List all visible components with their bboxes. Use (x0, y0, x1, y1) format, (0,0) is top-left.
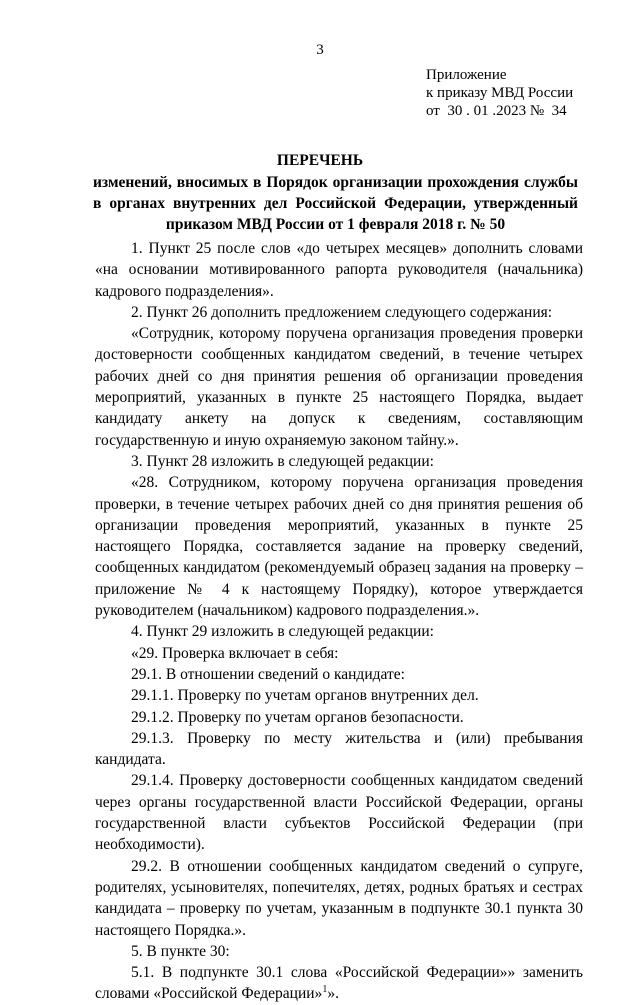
paragraph: 2. Пункт 26 дополнить предложением следующего содержания: (131, 303, 553, 321)
document-subtitle: изменений, вносимых в Порядок организации прохождения службы в органах внутренних дел Российской Федерации, утвержденный приказом МВД России от 1 февраля 2018 г. № 50 (93, 174, 578, 233)
paragraph: 3. Пункт 28 изложить в следующей редакции: (131, 452, 434, 470)
last-paragraph-text: 5.1. В подпункте 30.1 слова «Российской Федерации»» заменить словами «Российской Федерации» (95, 964, 583, 1003)
paragraph: 29.2. В отношении сообщенных кандидатом сведений о супруге, родителях, усыновителях, попечителях, детях, родных братьях и сестрах кандидата – проверку по учетам, указанным в подпункте 30.1 пункта 30 настоящего Порядка.». (95, 857, 583, 939)
paragraph: «28. Сотрудником, которому поручена организация проведения проверки, в течение четырех рабочих дней со дня принятия решения об организации проведения мероприятий, указанных в пункте 25 настоящего Порядка, составляется задание на проверку сведений, сообщенных кандидатом (рекомендуемый образец задания на проверку – приложение № 4 к настоящему Порядку), которое утверждается руководителем (начальником) кадрового подразделения.». (95, 474, 583, 620)
last-paragraph-tail: ». (327, 985, 339, 1003)
paragraph: 29.1.1. Проверку по учетам органов внутренних дел. (131, 687, 479, 705)
paragraph: 4. Пункт 29 изложить в следующей редакции: (131, 623, 434, 641)
paragraph: 29.1.2. Проверку по учетам органов безопасности. (131, 708, 464, 726)
document-title: ПЕРЕЧЕНЬ (276, 152, 364, 169)
paragraph: 1. Пункт 25 после слов «до четырех месяцев» дополнить словами «на основании мотивированного рапорта руководителя (начальника) кадрового подразделения». (95, 240, 583, 300)
appendix-line-1: Приложение (426, 67, 507, 83)
paragraph: 29.1. В отношении сведений о кандидате: (131, 665, 405, 683)
paragraph: «Сотрудник, которому поручена организация проведения проверки достоверности сообщенных кандидатом сведений, в течение четырех рабочих дней со дня принятия решения об организации проведения мероприятий, указанных в пункте 25 настоящего Порядка, выдает кандидату анкету на допуск к сведениям, составляющим государственную и иную охраняемую законом тайну.». (95, 325, 583, 449)
paragraph: 29.1.3. Проверку по месту жительства и (или) пребывания кандидата. (95, 729, 583, 769)
last-paragraph (95, 962, 583, 1005)
document-body (95, 238, 583, 1005)
footnote-mark: 1 (322, 984, 328, 996)
appendix-block (426, 66, 573, 120)
paragraph: «29. Проверка включает в себя: (131, 644, 339, 662)
appendix-line-3: от 30 . 01 .2023 № 34 (426, 103, 567, 119)
paragraph: 5. В пункте 30: (131, 942, 230, 960)
paragraph: 29.1.4. Проверку достоверности сообщенных кандидатом сведений через органы государственной власти Российской Федерации, органы государственной власти субъектов Российской Федерации (при необходимости). (95, 772, 583, 854)
page-number: 3 (316, 42, 324, 58)
appendix-line-2: к приказу МВД России (426, 85, 574, 101)
